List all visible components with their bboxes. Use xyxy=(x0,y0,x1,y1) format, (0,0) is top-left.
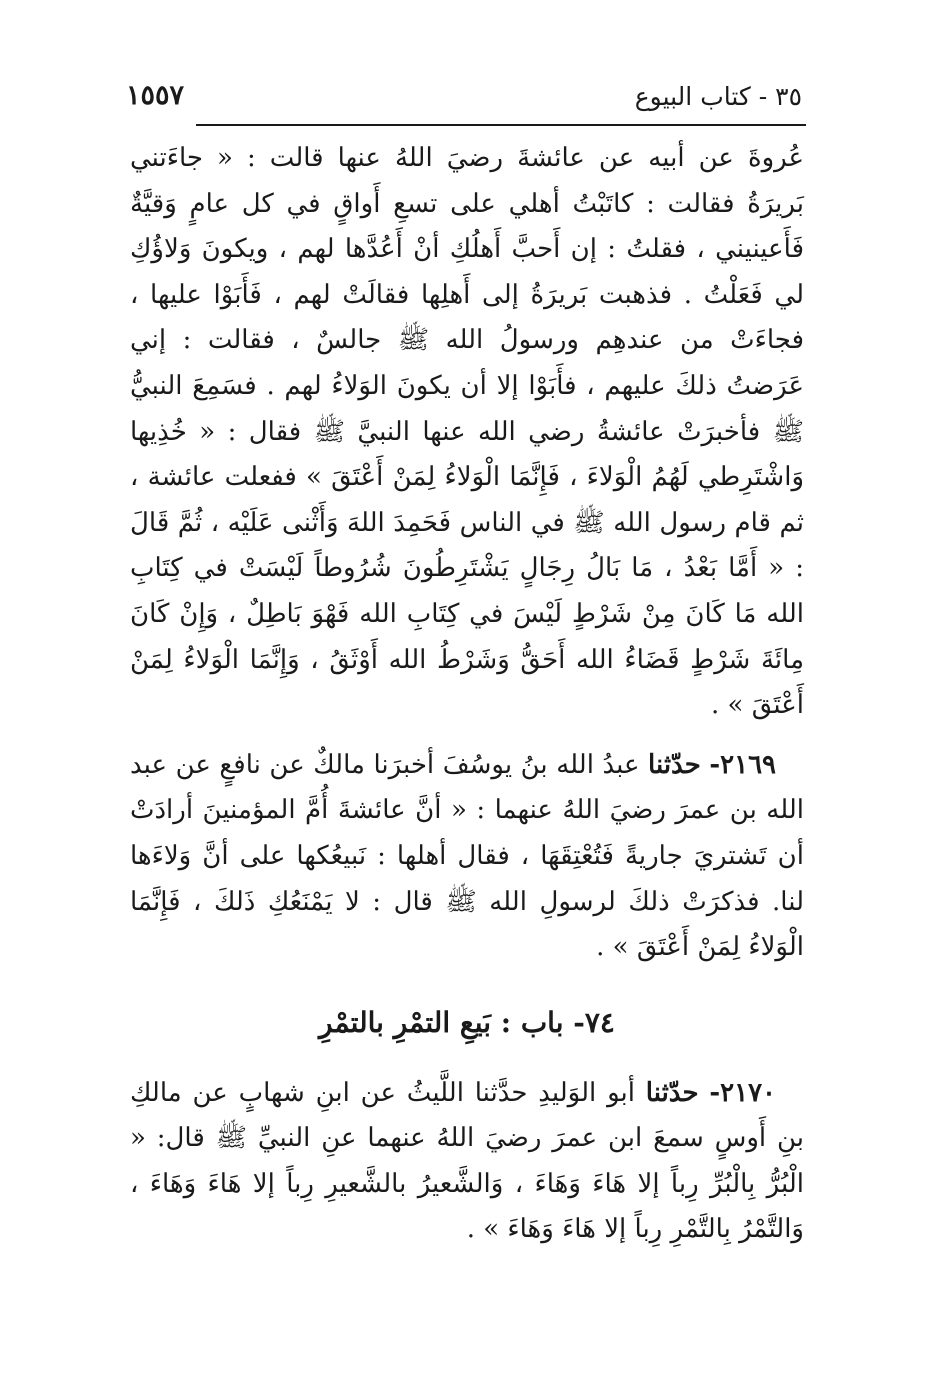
hadith-number: ٢١٦٩- xyxy=(709,749,776,780)
hadith-paragraph-2170 xyxy=(130,1071,804,1253)
hadith-number: ٢١٧٠- xyxy=(709,1077,777,1108)
hadith-lead-word: حدّثنا xyxy=(645,1077,699,1108)
paragraph-text: أبو الوَليدِ حدَّثنا اللَّيثُ عن ابنِ شهابٍ عن مالكِ بنِ أَوسٍ سمعَ ابن عمرَ رضيَ اللهُ عنهما عنِ النبيِّ ﷺ قال: « الْبُرُّ بِالْبُرِّ رِباً إلا هَاءَ وَهَاءَ ، وَالشَّعيرُ بالشَّعيرِ رِباً إلا هَاءَ وَهَاءَ ، وَالتَّمْرُ بِالتَّمْرِ رِباً إلا هَاءَ وَهَاءَ » . xyxy=(130,1077,804,1245)
page-body xyxy=(130,136,804,1253)
hadith-paragraph-2169 xyxy=(130,743,804,971)
header-rule xyxy=(196,124,806,126)
chapter-title: ٣٥ - كتاب البيوع xyxy=(634,82,802,111)
paragraph-text: عُروةَ عن أبيه عن عائشةَ رضيَ اللهُ عنها قالت : « جاءَتني بَريرَةُ فقالت : كاتَبْتُ أهلي على تسعِ أَواقٍ في كل عامٍ وَقيَّةٌ فَأَعينيني ، فقلتُ : إن أَحبَّ أَهلُكِ أنْ أَعُدَّها لهم ، ويكونَ وَلاؤُكِ لي فَعَلْتُ . فذهبت بَريرَةُ إلى أَهلِها فقالَتْ لهم ، فَأَبَوْا عليها ، فجاءَتْ من عندهِم ورسولُ الله ﷺ جالسٌ ، فقالت : إني عَرَضتُ ذلكَ عليهم ، فأَبَوْا إلا أن يكونَ الوَلاءُ لهم . فسَمِعَ النبيُّ ﷺ فأخبرَتْ عائشةُ رضي الله عنها النبيَّ ﷺ فقال : « خُذِيها وَاشْتَرِطي لَهُمُ الْوَلاءَ ، فَإِنَّمَا الْوَلاءُ لِمَنْ أَعْتَقَ » ففعلت عائشة ، ثم قام رسول الله ﷺ في الناس فَحَمِدَ اللهَ وَأَثْنى عَلَيْه ، ثُمَّ قَالَ : « أَمَّا بَعْدُ ، مَا بَالُ رِجَالٍ يَشْتَرِطُونَ شُرُوطاً لَيْسَتْ في كِتَابِ الله مَا كَانَ مِنْ شَرْطٍ لَيْسَ في كِتَابِ الله فَهْوَ بَاطِلٌ ، وَإِنْ كَانَ مِائَةَ شَرْطٍ قَضَاءُ الله أَحَقُّ وَشَرْطُ الله أَوْثَقُ ، وَإِنَّمَا الْوَلاءُ لِمَنْ أَعْتَقَ » . xyxy=(130,143,805,721)
section-heading: ٧٤- باب : بَيعِ التمْرِ بالتمْرِ xyxy=(319,1005,615,1039)
hadith-paragraph-continued xyxy=(130,136,804,729)
paragraph-text: عبدُ الله بنُ يوسُفَ أخبرَنا مالكٌ عن نافعٍ عن عبد الله بن عمرَ رضيَ اللهُ عنهما : « أنَّ عائشةَ أُمَّ المؤمنينَ أرادَتْ أن تَشتريَ جاريةً فَتُعْتِقَهَا ، فقال أهلها : نَبيعُكها على أنَّ وَلاءَها لنا. فذكرَتْ ذلكَ لرسولِ الله ﷺ قال : لا يَمْنَعُكِ ذَلكَ ، فَإِنَّمَا الْوَلاءُ لِمَنْ أَعْتَقَ » . xyxy=(130,749,804,963)
page-header xyxy=(120,78,806,118)
page-number: ١٥٥٧ xyxy=(126,80,185,111)
hadith-lead-word: حدّثنا xyxy=(648,749,701,780)
